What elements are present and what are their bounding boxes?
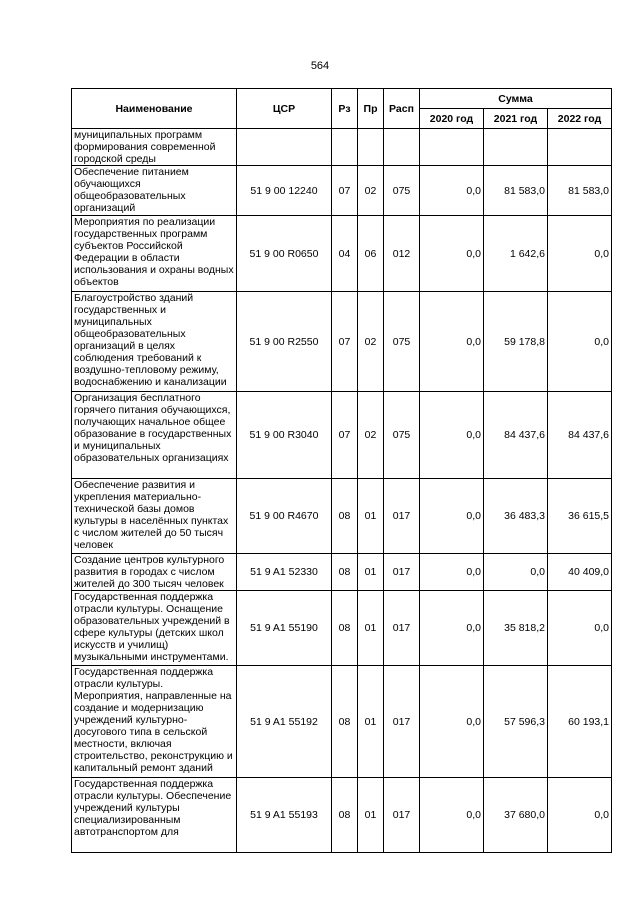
row-2020: 0,0: [420, 292, 484, 392]
row-csr: 51 9 A1 55192: [237, 666, 332, 778]
row-name: Обеспечение питанием обучающихся общеобразовательных организаций: [72, 166, 237, 216]
row-pr: 01: [358, 554, 384, 591]
row-name: Создание центров культурного развития в городах с числом жителей до 300 тысяч человек: [72, 554, 237, 591]
table-row: [72, 479, 612, 554]
row-pr: 01: [358, 666, 384, 778]
row-rz: 08: [332, 554, 358, 591]
row-name: Государственная поддержка отрасли культуры. Оснащение образовательных учреждений в сфере культуры (детских школ искусств и училищ) музыкальными инструментами.: [72, 591, 237, 666]
header-2022: 2022 год: [548, 109, 612, 129]
row-2020: 0,0: [420, 554, 484, 591]
row-rz: 07: [332, 166, 358, 216]
row-2020: 0,0: [420, 666, 484, 778]
table-row: [72, 216, 612, 292]
table-row: [72, 666, 612, 778]
row-rz: 08: [332, 591, 358, 666]
row-name: муниципальных программ формирования современной городской среды: [72, 129, 237, 166]
row-2022: 84 437,6: [548, 392, 612, 479]
header-rz: Рз: [332, 89, 358, 129]
row-2022: 0,0: [548, 778, 612, 853]
row-2022: [548, 129, 612, 166]
row-rasp: 075: [384, 292, 420, 392]
row-name: Государственная поддержка отрасли культуры. Обеспечение учреждений культуры специализированным автотранспортом для: [72, 778, 237, 853]
row-name: Мероприятия по реализации государственных программ субъектов Российской Федерации в области использования и охраны водных объектов: [72, 216, 237, 292]
row-csr: 51 9 00 R0650: [237, 216, 332, 292]
row-2020: 0,0: [420, 392, 484, 479]
page-number: 564: [310, 60, 330, 72]
row-2022: 60 193,1: [548, 666, 612, 778]
row-rz: 07: [332, 292, 358, 392]
row-rasp: 017: [384, 778, 420, 853]
row-2022: 0,0: [548, 216, 612, 292]
row-csr: 51 9 00 R2550: [237, 292, 332, 392]
row-2021: 36 483,3: [484, 479, 548, 554]
row-2021: 35 818,2: [484, 591, 548, 666]
row-rasp: 017: [384, 666, 420, 778]
row-csr: [237, 129, 332, 166]
row-rasp: 012: [384, 216, 420, 292]
row-rz: 04: [332, 216, 358, 292]
row-pr: 02: [358, 392, 384, 479]
row-name: Обеспечение развития и укрепления материально-технической базы домов культуры в населённых пунктах с числом жителей до 50 тысяч человек: [72, 479, 237, 554]
row-rz: 08: [332, 666, 358, 778]
row-pr: 01: [358, 778, 384, 853]
table-row: [72, 129, 612, 166]
row-2022: 0,0: [548, 292, 612, 392]
row-pr: 02: [358, 166, 384, 216]
row-csr: 51 9 A1 55190: [237, 591, 332, 666]
row-2020: 0,0: [420, 479, 484, 554]
row-csr: 51 9 00 12240: [237, 166, 332, 216]
row-2021: 81 583,0: [484, 166, 548, 216]
header-sum: Сумма: [420, 89, 612, 109]
row-rasp: [384, 129, 420, 166]
row-csr: 51 9 00 R4670: [237, 479, 332, 554]
row-name: Государственная поддержка отрасли культуры. Мероприятия, направленные на создание и модернизацию учреждений культурно-досугового типа в сельской местности, включая строительство, реконструкцию и капитальный ремонт зданий: [72, 666, 237, 778]
row-rz: [332, 129, 358, 166]
row-2022: 0,0: [548, 591, 612, 666]
header-2021: 2021 год: [484, 109, 548, 129]
row-2022: 40 409,0: [548, 554, 612, 591]
row-csr: 51 9 A1 55193: [237, 778, 332, 853]
row-rz: 08: [332, 479, 358, 554]
row-2021: 37 680,0: [484, 778, 548, 853]
table-row: [72, 591, 612, 666]
row-2020: 0,0: [420, 778, 484, 853]
row-name: Организация бесплатного горячего питания обучающихся, получающих начальное общее образование в государственных и муниципальных образовательных организациях: [72, 392, 237, 479]
table-row: [72, 778, 612, 853]
row-2021: [484, 129, 548, 166]
header-2020: 2020 год: [420, 109, 484, 129]
row-name: Благоустройство зданий государственных и муниципальных общеобразовательных организаций в целях соблюдения требований к воздушно-тепловому режиму, водоснабжению и канализации: [72, 292, 237, 392]
table-row: [72, 166, 612, 216]
budget-table: [71, 88, 612, 853]
table-row: [72, 392, 612, 479]
row-rz: 07: [332, 392, 358, 479]
row-2020: 0,0: [420, 591, 484, 666]
row-pr: 02: [358, 292, 384, 392]
row-2021: 84 437,6: [484, 392, 548, 479]
row-rasp: 017: [384, 591, 420, 666]
row-2020: [420, 129, 484, 166]
row-pr: 01: [358, 591, 384, 666]
row-2021: 57 596,3: [484, 666, 548, 778]
row-2021: 59 178,8: [484, 292, 548, 392]
row-csr: 51 9 A1 52330: [237, 554, 332, 591]
row-2022: 36 615,5: [548, 479, 612, 554]
header-rasp: Расп: [384, 89, 420, 129]
row-rasp: 017: [384, 554, 420, 591]
header-csr: ЦСР: [237, 89, 332, 129]
row-rasp: 017: [384, 479, 420, 554]
table-row: [72, 292, 612, 392]
row-2021: 0,0: [484, 554, 548, 591]
header-pr: Пр: [358, 89, 384, 129]
row-pr: 06: [358, 216, 384, 292]
row-2020: 0,0: [420, 216, 484, 292]
row-rz: 08: [332, 778, 358, 853]
row-pr: [358, 129, 384, 166]
row-2021: 1 642,6: [484, 216, 548, 292]
header-name: Наименование: [72, 89, 237, 129]
row-2020: 0,0: [420, 166, 484, 216]
row-csr: 51 9 00 R3040: [237, 392, 332, 479]
table-row: [72, 554, 612, 591]
row-rasp: 075: [384, 392, 420, 479]
row-2022: 81 583,0: [548, 166, 612, 216]
row-rasp: 075: [384, 166, 420, 216]
row-pr: 01: [358, 479, 384, 554]
